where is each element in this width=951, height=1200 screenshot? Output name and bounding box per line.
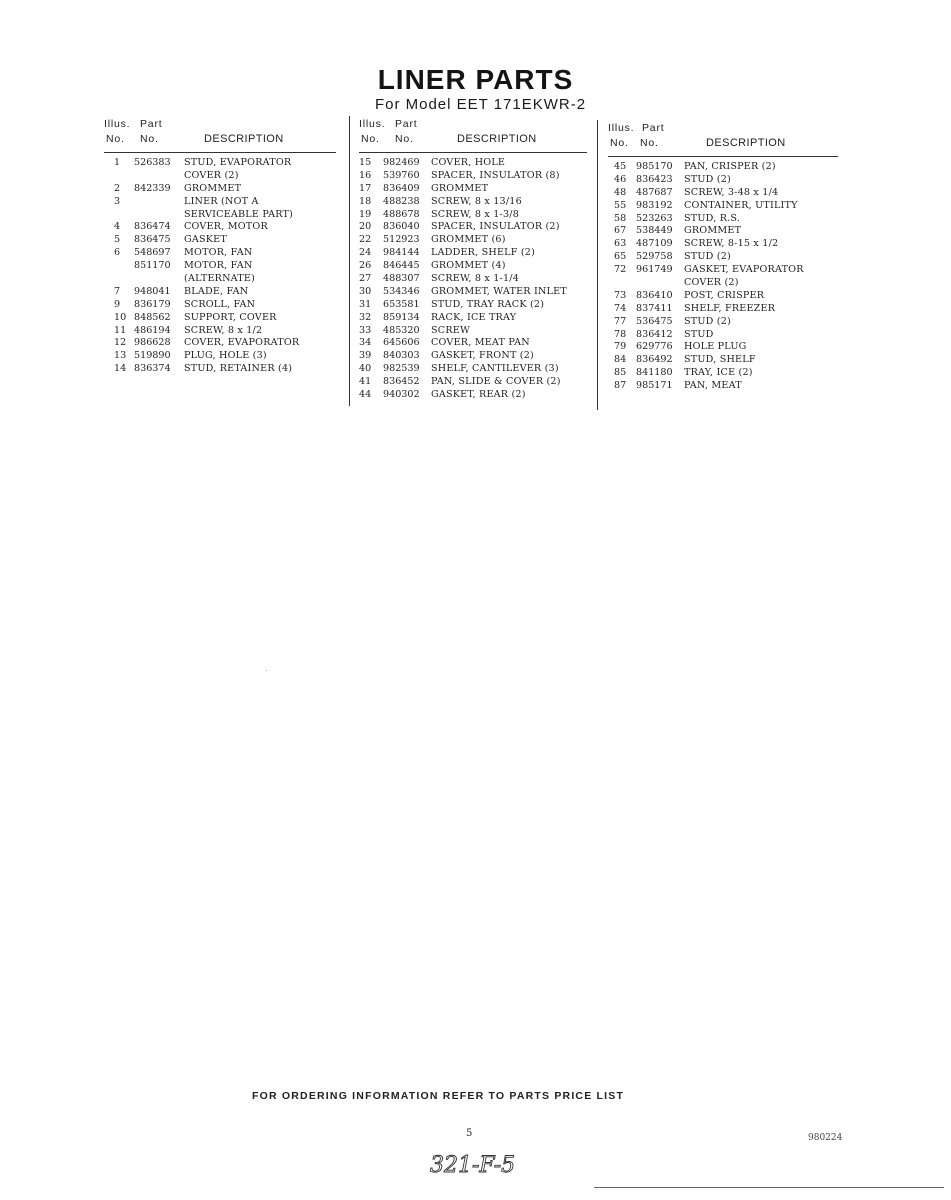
part-description: GROMMET (4) <box>431 260 506 272</box>
scan-speck <box>266 670 267 671</box>
table-row <box>104 363 336 376</box>
parts-column-2 <box>359 118 587 402</box>
header-illus: Illus. <box>104 118 131 130</box>
illus-number: 13 <box>114 350 127 362</box>
part-description: SCREW, 8-15 x 1/2 <box>684 238 779 250</box>
table-row <box>359 376 587 389</box>
part-number: 982469 <box>383 157 420 168</box>
illus-number: 15 <box>359 157 372 168</box>
illus-number: 72 <box>614 264 627 276</box>
table-row <box>104 157 336 170</box>
table-row <box>104 286 336 299</box>
part-description: COVER (2) <box>184 169 239 181</box>
part-description: GROMMET (6) <box>431 234 506 246</box>
part-number: 534346 <box>383 285 420 297</box>
table-row <box>359 209 587 222</box>
illus-number: 85 <box>614 367 627 379</box>
illus-number: 18 <box>359 195 372 207</box>
table-row <box>359 363 587 376</box>
part-number: 836492 <box>636 354 673 366</box>
table-row <box>359 325 587 338</box>
table-row <box>359 337 587 350</box>
illus-number: 1 <box>114 157 121 168</box>
part-number: 851170 <box>134 260 171 272</box>
page-subtitle: For Model EET 171EKWR-2 <box>374 96 587 113</box>
part-number: 485320 <box>383 324 420 336</box>
illus-number: 44 <box>359 389 372 401</box>
header-rule <box>608 156 838 157</box>
header-description: DESCRIPTION <box>457 133 537 145</box>
part-number: 848562 <box>134 311 171 323</box>
part-number: 961749 <box>636 264 673 276</box>
header-illus-no: No. <box>610 137 629 149</box>
part-description: STUD, RETAINER (4) <box>184 363 293 375</box>
part-number: 836412 <box>636 328 673 340</box>
part-description: PLUG, HOLE (3) <box>184 350 267 362</box>
table-row <box>104 350 336 363</box>
part-number: 529758 <box>636 251 673 263</box>
table-row <box>104 273 336 286</box>
table-row <box>359 286 587 299</box>
header-illus: Illus. <box>359 118 386 130</box>
illus-number: 24 <box>359 247 372 259</box>
ordering-info-footer: FOR ORDERING INFORMATION REFER TO PARTS PRICE LIST <box>252 1090 625 1102</box>
document-code: 980224 <box>808 1133 843 1143</box>
illus-number: 22 <box>359 234 372 246</box>
table-row <box>359 183 587 196</box>
part-description: STUD, SHELF <box>684 354 756 366</box>
part-number: 836423 <box>636 173 673 185</box>
part-description: CONTAINER, UTILITY <box>684 199 798 211</box>
illus-number: 5 <box>114 234 121 246</box>
header-description: DESCRIPTION <box>706 137 786 149</box>
illus-number: 87 <box>614 380 627 392</box>
header-part-no: No. <box>140 133 159 145</box>
part-number: 487109 <box>636 238 673 250</box>
illus-number: 41 <box>359 376 372 388</box>
column-divider <box>597 120 598 410</box>
part-number: 548697 <box>134 247 171 259</box>
illus-number: 34 <box>359 337 372 349</box>
table-row <box>359 389 587 402</box>
part-number: 486194 <box>134 324 171 336</box>
header-part-no: No. <box>395 133 414 145</box>
illus-number: 31 <box>359 298 372 310</box>
part-description: PAN, SLIDE & COVER (2) <box>431 376 561 388</box>
column-header <box>608 122 838 156</box>
table-row <box>608 277 838 290</box>
part-description: STUD <box>684 328 714 340</box>
table-row <box>608 380 838 393</box>
table-row <box>104 183 336 196</box>
part-description: SPACER, INSULATOR (8) <box>431 169 560 181</box>
illus-number: 78 <box>614 328 627 340</box>
part-description: SUPPORT, COVER <box>184 311 277 323</box>
illus-number: 32 <box>359 311 372 323</box>
table-row <box>608 354 838 367</box>
part-number: 536475 <box>636 315 673 327</box>
illus-number: 55 <box>614 199 627 211</box>
part-description: SCREW, 8 x 1-1/4 <box>431 273 520 285</box>
part-description: POST, CRISPER <box>684 289 765 301</box>
illus-number: 73 <box>614 289 627 301</box>
part-number: 836374 <box>134 363 171 375</box>
column-divider <box>349 116 350 406</box>
part-description: RACK, ICE TRAY <box>431 311 517 323</box>
parts-column-3 <box>608 122 838 393</box>
table-row <box>104 260 336 273</box>
illus-number: 17 <box>359 182 372 194</box>
part-number: 940302 <box>383 389 420 401</box>
illus-number: 67 <box>614 225 627 237</box>
part-description: COVER, MOTOR <box>184 221 268 233</box>
page-number: 5 <box>466 1128 473 1139</box>
header-rule <box>104 152 336 153</box>
header-part: Part <box>140 118 163 130</box>
part-description: SERVICEABLE PART) <box>184 208 294 220</box>
part-number: 653581 <box>383 298 420 310</box>
illus-number: 16 <box>359 169 372 181</box>
table-row <box>608 316 838 329</box>
part-number: 539760 <box>383 169 420 181</box>
part-number: 983192 <box>636 199 673 211</box>
part-number: 985170 <box>636 161 673 172</box>
part-number: 837411 <box>636 302 673 314</box>
illus-number: 48 <box>614 186 627 198</box>
part-number: 629776 <box>636 341 673 353</box>
illus-number: 77 <box>614 315 627 327</box>
part-description: SCREW, 8 x 1/2 <box>184 324 263 336</box>
part-number: 836452 <box>383 376 420 388</box>
table-row <box>359 247 587 260</box>
table-row <box>359 221 587 234</box>
part-description: SCREW, 3-48 x 1/4 <box>684 186 779 198</box>
table-row <box>359 350 587 363</box>
parts-list <box>104 157 336 376</box>
part-description: BLADE, FAN <box>184 285 249 297</box>
part-description: GROMMET <box>431 182 489 194</box>
illus-number: 14 <box>114 363 127 375</box>
table-row <box>359 157 587 170</box>
parts-column-1 <box>104 118 336 376</box>
table-row <box>608 200 838 213</box>
illus-number: 7 <box>114 285 121 297</box>
part-description: GROMMET, WATER INLET <box>431 285 567 297</box>
part-description: SCROLL, FAN <box>184 298 256 310</box>
header-description: DESCRIPTION <box>204 133 284 145</box>
part-number: 523263 <box>636 212 673 224</box>
illus-number: 11 <box>114 324 127 336</box>
illus-number: 79 <box>614 341 627 353</box>
bottom-rule <box>594 1187 944 1188</box>
illus-number: 40 <box>359 363 372 375</box>
part-description: STUD, TRAY RACK (2) <box>431 298 545 310</box>
part-description: GASKET <box>184 234 227 246</box>
illus-number: 27 <box>359 273 372 285</box>
part-number: 836410 <box>636 289 673 301</box>
part-description: GROMMET <box>684 225 742 237</box>
header-part: Part <box>395 118 418 130</box>
illus-number: 6 <box>114 247 121 259</box>
part-number: 519890 <box>134 350 171 362</box>
part-description: PAN, CRISPER (2) <box>684 161 776 172</box>
part-description: GASKET, EVAPORATOR <box>684 264 804 276</box>
illus-number: 12 <box>114 337 127 349</box>
illus-number: 19 <box>359 208 372 220</box>
part-description: SHELF, FREEZER <box>684 302 776 314</box>
header-illus-no: No. <box>361 133 380 145</box>
part-description: SCREW <box>431 324 471 336</box>
part-description: COVER, EVAPORATOR <box>184 337 300 349</box>
table-row <box>608 213 838 226</box>
page-title: LINER PARTS <box>377 64 574 95</box>
part-description: (ALTERNATE) <box>184 273 256 285</box>
table-row <box>104 325 336 338</box>
part-description: STUD (2) <box>684 173 731 185</box>
part-description: MOTOR, FAN <box>184 260 253 272</box>
part-description: GASKET, REAR (2) <box>431 389 526 401</box>
table-row <box>104 247 336 260</box>
part-number: 836040 <box>383 221 420 233</box>
part-number: 836475 <box>134 234 171 246</box>
table-row <box>608 290 838 303</box>
part-number: 986628 <box>134 337 171 349</box>
table-row <box>359 299 587 312</box>
table-row <box>104 209 336 222</box>
part-description: GASKET, FRONT (2) <box>431 350 534 362</box>
part-number: 512923 <box>383 234 420 246</box>
table-row <box>104 337 336 350</box>
part-number: 984144 <box>383 247 420 259</box>
part-number: 842339 <box>134 182 171 194</box>
table-row <box>359 170 587 183</box>
table-row <box>359 312 587 325</box>
illus-number: 58 <box>614 212 627 224</box>
table-row <box>608 341 838 354</box>
part-number: 982539 <box>383 363 420 375</box>
part-number: 538449 <box>636 225 673 237</box>
part-number: 836179 <box>134 298 171 310</box>
part-number: 526383 <box>134 157 171 168</box>
table-row <box>104 234 336 247</box>
part-description: PAN, MEAT <box>684 380 742 392</box>
table-row <box>359 273 587 286</box>
part-description: HOLE PLUG <box>684 341 747 353</box>
table-row <box>608 225 838 238</box>
illus-number: 39 <box>359 350 372 362</box>
part-number: 645606 <box>383 337 420 349</box>
illus-number: 20 <box>359 221 372 233</box>
table-row <box>608 174 838 187</box>
handwritten-note-text: 321-F-5 <box>430 1153 516 1178</box>
part-number: 488238 <box>383 195 420 207</box>
part-description: SCREW, 8 x 13/16 <box>431 195 522 207</box>
part-number: 846445 <box>383 260 420 272</box>
illus-number: 9 <box>114 298 121 310</box>
table-row <box>608 303 838 316</box>
table-row <box>104 221 336 234</box>
part-description: GROMMET <box>184 182 242 194</box>
part-number: 859134 <box>383 311 420 323</box>
part-number: 840303 <box>383 350 420 362</box>
part-number: 487687 <box>636 186 673 198</box>
part-number: 488678 <box>383 208 420 220</box>
part-description: LINER (NOT A <box>184 195 259 207</box>
part-description: TRAY, ICE (2) <box>684 367 753 379</box>
illus-number: 26 <box>359 260 372 272</box>
part-description: STUD, EVAPORATOR <box>184 157 292 168</box>
part-number: 948041 <box>134 285 171 297</box>
part-description: SHELF, CANTILEVER (3) <box>431 363 559 375</box>
table-row <box>608 161 838 174</box>
table-row <box>104 299 336 312</box>
table-row <box>608 264 838 277</box>
table-row <box>359 234 587 247</box>
table-row <box>104 196 336 209</box>
table-row <box>608 251 838 264</box>
header-part: Part <box>642 122 665 134</box>
part-description: SCREW, 8 x 1-3/8 <box>431 208 520 220</box>
illus-number: 63 <box>614 238 627 250</box>
part-description: STUD (2) <box>684 315 731 327</box>
part-description: LADDER, SHELF (2) <box>431 247 536 259</box>
part-description: STUD, R.S. <box>684 212 741 224</box>
part-number: 985171 <box>636 380 673 392</box>
table-row <box>608 329 838 342</box>
parts-list <box>359 157 587 402</box>
table-row <box>608 367 838 380</box>
table-row <box>608 187 838 200</box>
illus-number: 84 <box>614 354 627 366</box>
header-illus-no: No. <box>106 133 125 145</box>
part-description: SPACER, INSULATOR (2) <box>431 221 560 233</box>
illus-number: 45 <box>614 161 627 172</box>
handwritten-note <box>428 1150 548 1180</box>
illus-number: 10 <box>114 311 127 323</box>
illus-number: 74 <box>614 302 627 314</box>
header-rule <box>359 152 587 153</box>
part-description: COVER (2) <box>684 277 739 289</box>
table-row <box>608 238 838 251</box>
part-number: 488307 <box>383 273 420 285</box>
illus-number: 65 <box>614 251 627 263</box>
part-number: 841180 <box>636 367 673 379</box>
header-illus: Illus. <box>608 122 635 134</box>
part-description: COVER, MEAT PAN <box>431 337 530 349</box>
table-row <box>359 260 587 273</box>
illus-number: 3 <box>114 195 121 207</box>
table-row <box>104 170 336 183</box>
illus-number: 4 <box>114 221 121 233</box>
part-number: 836409 <box>383 182 420 194</box>
illus-number: 30 <box>359 285 372 297</box>
part-description: COVER, HOLE <box>431 157 506 168</box>
table-row <box>104 312 336 325</box>
illus-number: 33 <box>359 324 372 336</box>
column-header <box>104 118 336 152</box>
part-description: STUD (2) <box>684 251 731 263</box>
illus-number: 46 <box>614 173 627 185</box>
header-part-no: No. <box>640 137 659 149</box>
part-number: 836474 <box>134 221 171 233</box>
parts-list <box>608 161 838 393</box>
table-row <box>359 196 587 209</box>
illus-number: 2 <box>114 182 121 194</box>
column-header <box>359 118 587 152</box>
part-description: MOTOR, FAN <box>184 247 253 259</box>
